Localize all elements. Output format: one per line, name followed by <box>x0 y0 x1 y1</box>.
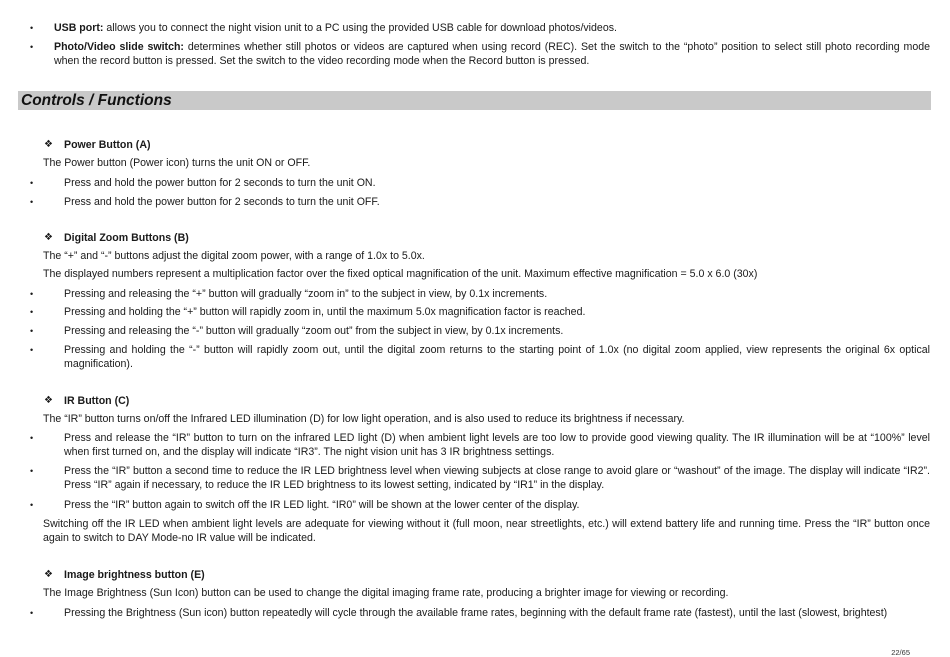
photo-video-switch-term: Photo/Video slide switch: <box>54 41 184 53</box>
ir-bullet: Press the “IR” button a second time to reduce the IR LED brightness level when viewing subjects at close range to avoid glare or “washout” of the image. The display will indicate “IR2”. Press “IR” again if necessary, to reduce the IR LED brightness to its lowest setting, indicated by “IR1” in the display. <box>64 465 930 492</box>
diamond-bullet-icon: ❖ <box>44 139 53 150</box>
usb-port-term: USB port: <box>54 22 104 34</box>
diamond-bullet-icon: ❖ <box>44 569 53 580</box>
ir-outro: Switching off the IR LED when ambient light levels are adequate for viewing without it (full moon, near streetlights, etc.) will extend battery life and running time. Press the “IR” button once again to switch to DAY Mode-no IR value will be indicated. <box>43 518 930 545</box>
bullet-icon: • <box>30 178 34 188</box>
zoom-bullet: Pressing and releasing the “+” button will gradually “zoom in” to the subject in view, by 0.1x increments. <box>64 288 548 300</box>
brightness-intro: The Image Brightness (Sun Icon) button can be used to change the digital imaging frame rate, producing a brighter image for viewing or recording. <box>43 587 729 599</box>
zoom-bullet: Pressing and releasing the “-” button will gradually “zoom out” from the subject in view, by 0.1x increments. <box>64 325 564 337</box>
power-heading: Power Button (A) <box>64 139 151 151</box>
zoom-intro-2: The displayed numbers represent a multiplication factor over the fixed optical magnification of the unit. Maximum effective magnification = 5.0 x 6.0 (30x) <box>43 268 758 280</box>
photo-video-switch-item <box>54 40 930 69</box>
ir-bullet: Press and release the “IR” button to turn on the infrared LED light (D) when ambient light levels are too low to provide good viewing quality. The IR illumination will be at “100%” level when first turned on, and the display will indicate “IR3”. The night vision unit has 3 IR brightness settings. <box>64 432 930 459</box>
bullet-icon: • <box>30 42 34 52</box>
zoom-heading: Digital Zoom Buttons (B) <box>64 232 189 244</box>
page-number: 22/65 <box>891 648 910 657</box>
section-header-band <box>18 91 931 110</box>
ir-intro: The “IR” button turns on/off the Infrared LED illumination (D) for low light operation, and is also used to reduce its brightness if necessary. <box>43 413 685 425</box>
power-bullet: Press and hold the power button for 2 seconds to turn the unit ON. <box>64 177 376 189</box>
brightness-bullet: Pressing the Brightness (Sun icon) button repeatedly will cycle through the available frame rates, beginning with the default frame rate (fastest), until the last (slowest, brightest) <box>64 607 888 619</box>
bullet-icon: • <box>30 23 34 33</box>
ir-heading: IR Button (C) <box>64 395 130 407</box>
diamond-bullet-icon: ❖ <box>44 232 53 243</box>
bullet-icon: • <box>30 500 34 510</box>
zoom-intro-1: The “+” and “-” buttons adjust the digital zoom power, with a range of 1.0x to 5.0x. <box>43 250 425 262</box>
bullet-icon: • <box>30 197 34 207</box>
bullet-icon: • <box>30 466 34 476</box>
bullet-icon: • <box>30 326 34 336</box>
bullet-icon: • <box>30 608 34 618</box>
usb-port-text: allows you to connect the night vision unit to a PC using the provided USB cable for download photos/videos. <box>103 22 617 34</box>
bullet-icon: • <box>30 433 34 443</box>
zoom-bullet: Pressing and holding the “+” button will rapidly zoom in, until the maximum 5.0x magnification factor is reached. <box>64 306 586 318</box>
bullet-icon: • <box>30 289 34 299</box>
power-intro: The Power button (Power icon) turns the unit ON or OFF. <box>43 157 311 169</box>
photo-video-switch-text: determines whether still photos or videos are captured when using record (REC). Set the switch to the “photo” position to select still photo recording mode when the record button is pressed. Set the switch to the video recording mode when the Record button is pressed. <box>54 41 930 68</box>
power-bullet: Press and hold the power button for 2 seconds to turn the unit OFF. <box>64 196 380 208</box>
zoom-bullet: Pressing and holding the “-” button will rapidly zoom out, until the digital zoom returns to the starting point of 1.0x (no digital zoom applied, view represents the original 6x optical magnification). <box>64 344 930 371</box>
brightness-heading: Image brightness button (E) <box>64 569 205 581</box>
section-title: Controls / Functions <box>21 92 172 109</box>
bullet-icon: • <box>30 307 34 317</box>
bullet-icon: • <box>30 345 34 355</box>
diamond-bullet-icon: ❖ <box>44 395 53 406</box>
ir-bullet: Press the “IR” button again to switch off the IR LED light. “IR0” will be shown at the lower center of the display. <box>64 499 580 511</box>
usb-port-item <box>54 21 930 35</box>
